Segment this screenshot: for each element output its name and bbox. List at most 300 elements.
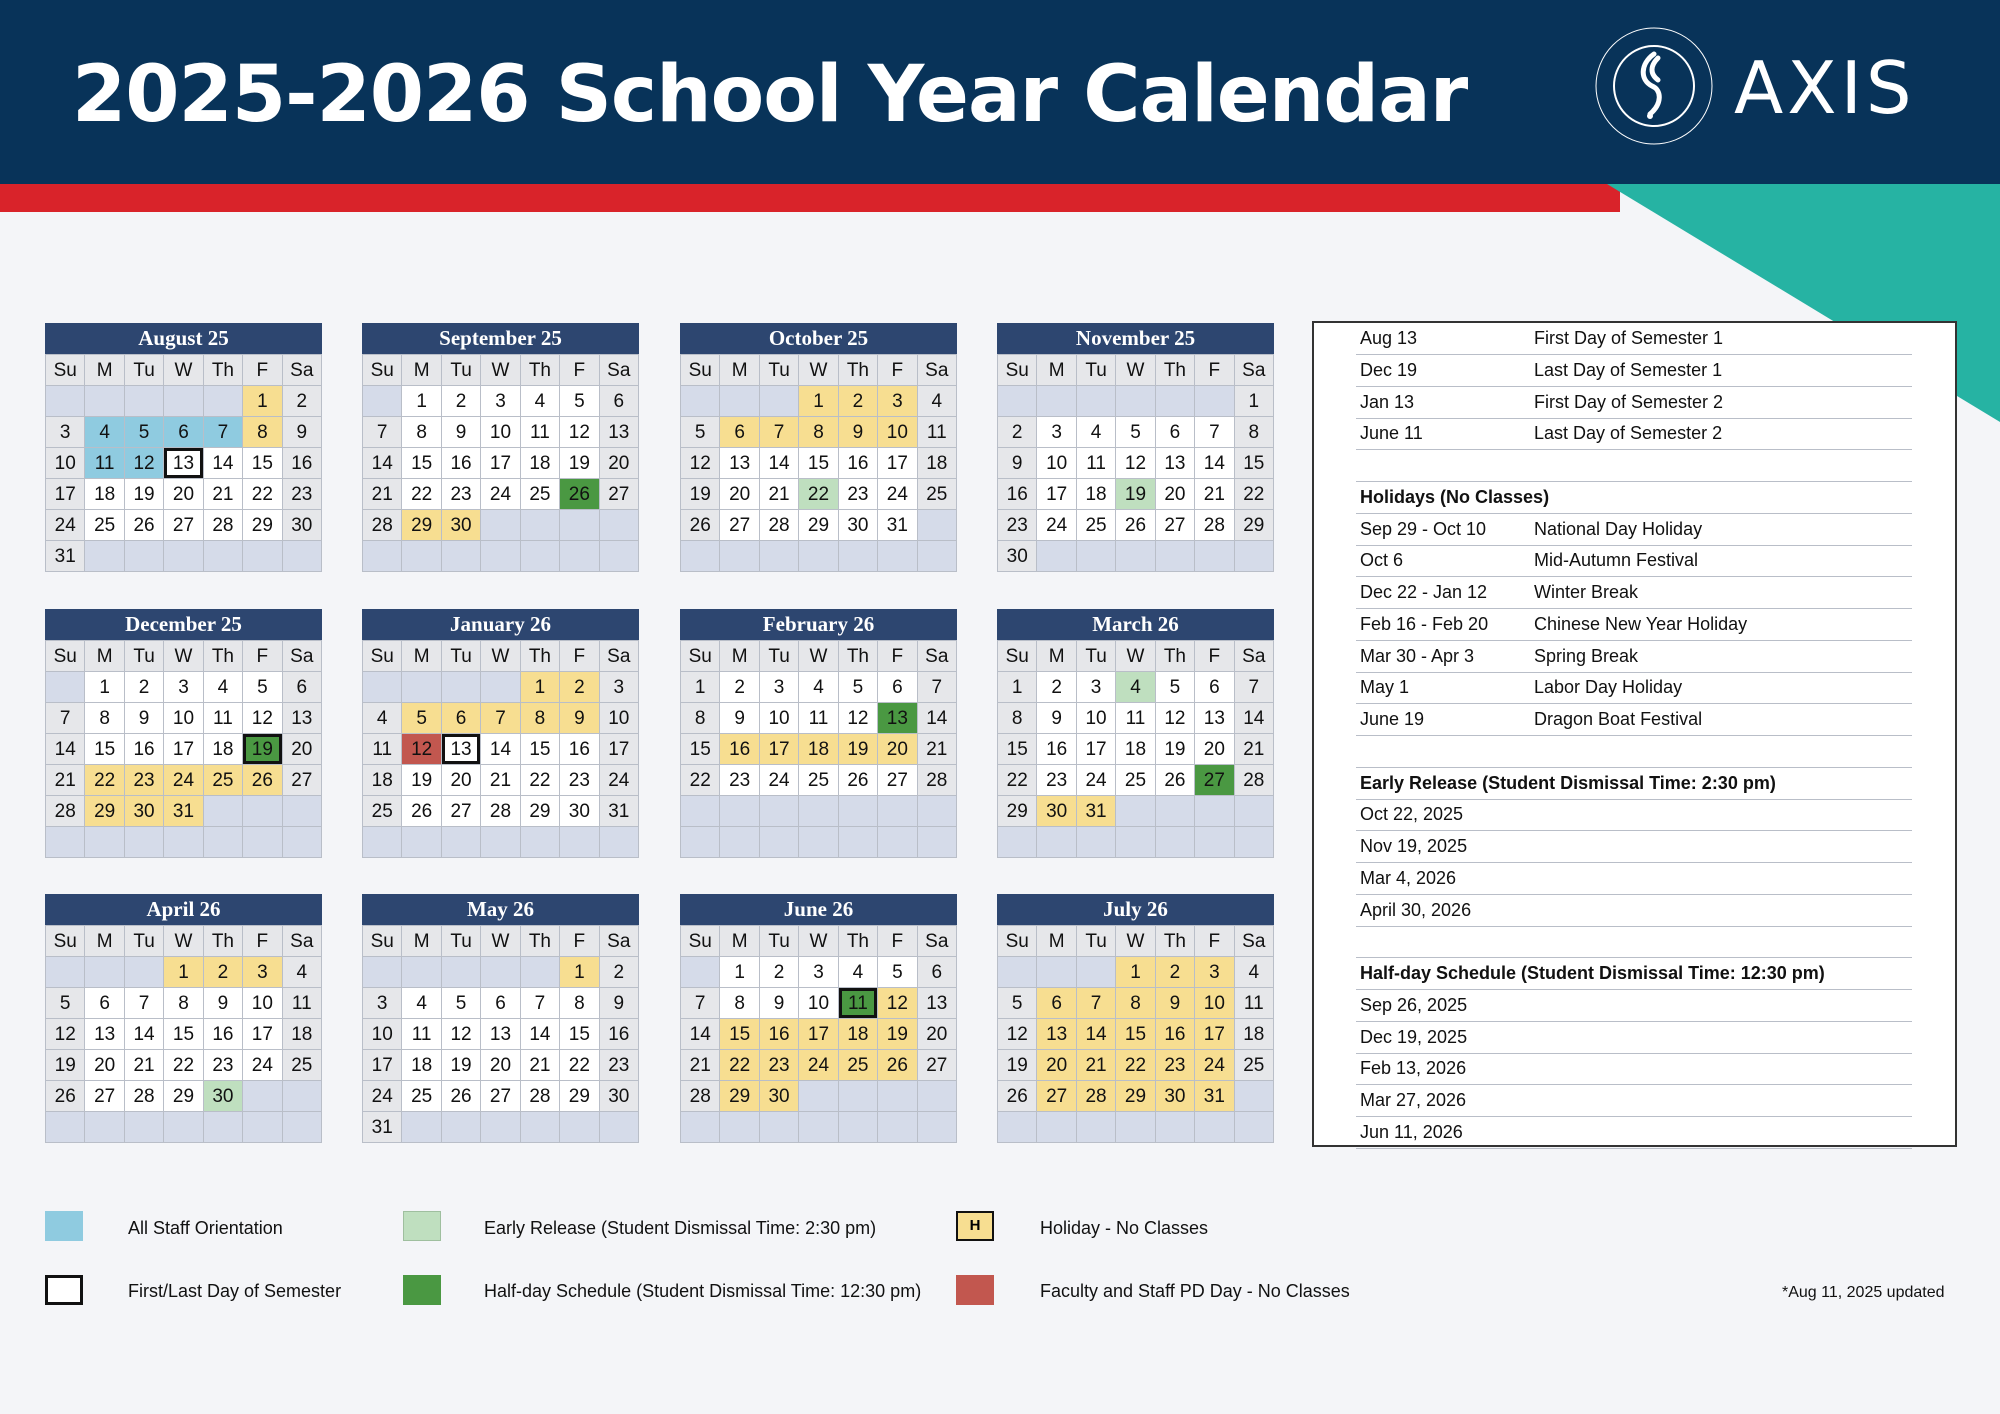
empty-cell bbox=[204, 1112, 243, 1143]
event-date: Early Release (Student Dismissal Time: 2:30 pm) bbox=[1360, 772, 1776, 793]
month-title: January 26 bbox=[362, 609, 639, 640]
day-cell: 17 bbox=[46, 479, 85, 510]
empty-cell bbox=[442, 827, 481, 858]
day-cell: 8 bbox=[1116, 988, 1155, 1019]
event-row bbox=[1356, 895, 1912, 927]
day-cell: 18 bbox=[1235, 1019, 1274, 1050]
empty-cell bbox=[283, 827, 322, 858]
day-cell: 23 bbox=[442, 479, 481, 510]
day-name-header: M bbox=[720, 926, 759, 957]
legend-pd-swatch bbox=[956, 1275, 994, 1305]
day-cell: 18 bbox=[839, 1019, 878, 1050]
day-cell: 4 bbox=[918, 386, 957, 417]
event-row bbox=[1356, 450, 1912, 482]
empty-cell bbox=[125, 1112, 164, 1143]
empty-cell bbox=[402, 1112, 441, 1143]
day-cell: 23 bbox=[1156, 1050, 1195, 1081]
day-cell: 12 bbox=[998, 1019, 1037, 1050]
empty-cell bbox=[1077, 541, 1116, 572]
day-cell: 13 bbox=[600, 417, 639, 448]
empty-cell bbox=[442, 1112, 481, 1143]
day-name-header: M bbox=[1037, 641, 1076, 672]
day-cell: 31 bbox=[600, 796, 639, 827]
month-calendar bbox=[45, 894, 322, 1143]
event-date: Jan 13 bbox=[1360, 391, 1415, 412]
event-date: Mar 27, 2026 bbox=[1360, 1090, 1467, 1110]
empty-cell bbox=[204, 541, 243, 572]
day-cell: 1 bbox=[402, 386, 441, 417]
day-cell: 16 bbox=[720, 734, 759, 765]
event-row bbox=[1356, 641, 1912, 673]
day-cell: 22 bbox=[799, 479, 838, 510]
day-cell: 5 bbox=[402, 703, 441, 734]
month-grid bbox=[362, 354, 639, 572]
day-name-header: Sa bbox=[918, 641, 957, 672]
event-date: Dec 22 - Jan 12 bbox=[1360, 582, 1488, 602]
empty-cell bbox=[878, 1112, 917, 1143]
day-cell: 15 bbox=[998, 734, 1037, 765]
empty-cell bbox=[560, 827, 599, 858]
day-name-header: Su bbox=[46, 641, 85, 672]
day-cell: 22 bbox=[720, 1050, 759, 1081]
month-grid bbox=[997, 354, 1274, 572]
empty-cell bbox=[521, 827, 560, 858]
day-cell: 29 bbox=[1235, 510, 1274, 541]
empty-cell bbox=[720, 1112, 759, 1143]
day-cell: 4 bbox=[204, 672, 243, 703]
event-row bbox=[1356, 418, 1912, 450]
day-cell: 16 bbox=[760, 1019, 799, 1050]
empty-cell bbox=[1116, 796, 1155, 827]
day-cell: 29 bbox=[799, 510, 838, 541]
month-grid bbox=[680, 354, 957, 572]
month-calendar bbox=[680, 609, 957, 858]
empty-cell bbox=[1195, 827, 1234, 858]
day-cell: 25 bbox=[521, 479, 560, 510]
day-cell: 23 bbox=[1037, 765, 1076, 796]
day-cell: 22 bbox=[1116, 1050, 1155, 1081]
day-cell: 7 bbox=[1195, 417, 1234, 448]
day-cell: 19 bbox=[442, 1050, 481, 1081]
empty-cell bbox=[839, 796, 878, 827]
month-calendar bbox=[680, 323, 957, 572]
day-cell: 7 bbox=[760, 417, 799, 448]
month-title: June 26 bbox=[680, 894, 957, 925]
event-row bbox=[1356, 387, 1912, 419]
day-cell: 4 bbox=[85, 417, 124, 448]
empty-cell bbox=[521, 510, 560, 541]
day-cell: 4 bbox=[1077, 417, 1116, 448]
day-cell: 11 bbox=[799, 703, 838, 734]
day-cell: 9 bbox=[600, 988, 639, 1019]
day-cell: 1 bbox=[1235, 386, 1274, 417]
day-cell: 12 bbox=[681, 448, 720, 479]
day-cell: 30 bbox=[839, 510, 878, 541]
event-date: April 30, 2026 bbox=[1360, 899, 1472, 920]
day-cell: 6 bbox=[164, 417, 203, 448]
day-cell: 4 bbox=[839, 957, 878, 988]
day-cell: 31 bbox=[46, 541, 85, 572]
day-cell: 24 bbox=[164, 765, 203, 796]
day-cell: 7 bbox=[1077, 988, 1116, 1019]
month-title: April 26 bbox=[45, 894, 322, 925]
day-cell: 15 bbox=[402, 448, 441, 479]
day-cell: 11 bbox=[85, 448, 124, 479]
empty-cell bbox=[720, 796, 759, 827]
empty-cell bbox=[918, 541, 957, 572]
day-cell: 7 bbox=[521, 988, 560, 1019]
event-date: Jun 11, 2026 bbox=[1360, 1121, 1463, 1142]
month-grid bbox=[680, 925, 957, 1143]
day-name-header: Tu bbox=[760, 355, 799, 386]
day-cell: 10 bbox=[481, 417, 520, 448]
day-cell: 17 bbox=[481, 448, 520, 479]
day-name-header: Th bbox=[839, 641, 878, 672]
day-cell: 23 bbox=[283, 479, 322, 510]
event-description: First Day of Semester 1 bbox=[1534, 328, 1724, 348]
day-cell: 26 bbox=[46, 1081, 85, 1112]
day-cell: 21 bbox=[1235, 734, 1274, 765]
day-cell: 20 bbox=[600, 448, 639, 479]
empty-cell bbox=[839, 1081, 878, 1112]
day-cell: 11 bbox=[1235, 988, 1274, 1019]
event-description: First Day of Semester 2 bbox=[1534, 391, 1724, 412]
day-cell: 24 bbox=[481, 479, 520, 510]
empty-cell bbox=[363, 386, 402, 417]
day-cell: 14 bbox=[681, 1019, 720, 1050]
day-cell: 3 bbox=[1077, 672, 1116, 703]
empty-cell bbox=[363, 672, 402, 703]
day-cell: 29 bbox=[998, 796, 1037, 827]
day-name-header: Su bbox=[998, 641, 1037, 672]
legend-early-swatch bbox=[403, 1211, 441, 1241]
day-cell: 14 bbox=[1077, 1019, 1116, 1050]
event-date: Oct 6 bbox=[1360, 550, 1404, 571]
day-cell: 22 bbox=[1235, 479, 1274, 510]
empty-cell bbox=[799, 796, 838, 827]
day-cell: 28 bbox=[204, 510, 243, 541]
day-cell: 10 bbox=[164, 703, 203, 734]
day-cell: 11 bbox=[521, 417, 560, 448]
day-cell: 28 bbox=[681, 1081, 720, 1112]
day-cell: 27 bbox=[1037, 1081, 1076, 1112]
empty-cell bbox=[481, 957, 520, 988]
day-name-header: F bbox=[560, 641, 599, 672]
day-cell: 23 bbox=[125, 765, 164, 796]
empty-cell bbox=[878, 796, 917, 827]
day-cell: 31 bbox=[1077, 796, 1116, 827]
day-cell: 26 bbox=[681, 510, 720, 541]
day-cell: 9 bbox=[442, 417, 481, 448]
day-name-header: Th bbox=[1156, 355, 1195, 386]
day-cell: 5 bbox=[442, 988, 481, 1019]
day-cell: 12 bbox=[1156, 703, 1195, 734]
day-cell: 13 bbox=[85, 1019, 124, 1050]
day-cell: 1 bbox=[799, 386, 838, 417]
day-cell: 17 bbox=[1077, 734, 1116, 765]
day-cell: 17 bbox=[1037, 479, 1076, 510]
empty-cell bbox=[125, 827, 164, 858]
day-cell: 24 bbox=[46, 510, 85, 541]
month-grid bbox=[45, 640, 322, 858]
event-date: Oct 22, 2025 bbox=[1360, 804, 1464, 825]
day-cell: 4 bbox=[283, 957, 322, 988]
day-cell: 27 bbox=[1156, 510, 1195, 541]
day-cell: 5 bbox=[243, 672, 282, 703]
day-cell: 29 bbox=[1116, 1081, 1155, 1112]
day-cell: 20 bbox=[85, 1050, 124, 1081]
day-cell: 11 bbox=[1077, 448, 1116, 479]
day-cell: 20 bbox=[442, 765, 481, 796]
event-section-heading bbox=[1356, 768, 1912, 800]
day-cell: 8 bbox=[720, 988, 759, 1019]
empty-cell bbox=[760, 827, 799, 858]
day-name-header: Tu bbox=[442, 926, 481, 957]
legend-first-label: First/Last Day of Semester bbox=[128, 1281, 342, 1301]
day-cell: 10 bbox=[1077, 703, 1116, 734]
day-cell: 15 bbox=[720, 1019, 759, 1050]
empty-cell bbox=[402, 827, 441, 858]
day-cell: 1 bbox=[720, 957, 759, 988]
day-cell: 10 bbox=[760, 703, 799, 734]
day-cell: 14 bbox=[204, 448, 243, 479]
empty-cell bbox=[1077, 386, 1116, 417]
day-cell: 20 bbox=[1156, 479, 1195, 510]
day-name-header: Th bbox=[521, 926, 560, 957]
day-name-header: Sa bbox=[283, 926, 322, 957]
day-cell: 2 bbox=[1037, 672, 1076, 703]
event-date: Half-day Schedule (Student Dismissal Time: 12:30 pm) bbox=[1360, 963, 1825, 983]
empty-cell bbox=[839, 1112, 878, 1143]
empty-cell bbox=[878, 541, 917, 572]
empty-cell bbox=[1235, 827, 1274, 858]
empty-cell bbox=[760, 541, 799, 572]
day-name-header: W bbox=[799, 926, 838, 957]
day-cell: 15 bbox=[681, 734, 720, 765]
empty-cell bbox=[1116, 1112, 1155, 1143]
empty-cell bbox=[918, 1112, 957, 1143]
event-description: Last Day of Semester 1 bbox=[1534, 359, 1723, 380]
day-cell: 11 bbox=[283, 988, 322, 1019]
day-name-header: Sa bbox=[600, 926, 639, 957]
day-cell: 10 bbox=[799, 988, 838, 1019]
day-cell: 15 bbox=[85, 734, 124, 765]
day-cell: 28 bbox=[1235, 765, 1274, 796]
day-cell: 14 bbox=[521, 1019, 560, 1050]
day-cell: 9 bbox=[998, 448, 1037, 479]
day-name-header: W bbox=[164, 355, 203, 386]
day-cell: 16 bbox=[442, 448, 481, 479]
day-cell: 6 bbox=[1195, 672, 1234, 703]
empty-cell bbox=[600, 510, 639, 541]
empty-cell bbox=[560, 541, 599, 572]
day-cell: 20 bbox=[1195, 734, 1234, 765]
day-cell: 3 bbox=[1037, 417, 1076, 448]
legend-staff-label: All Staff Orientation bbox=[128, 1218, 283, 1238]
month-title: March 26 bbox=[997, 609, 1274, 640]
empty-cell bbox=[481, 510, 520, 541]
day-cell: 3 bbox=[243, 957, 282, 988]
day-name-header: W bbox=[799, 355, 838, 386]
event-description: National Day Holiday bbox=[1534, 518, 1703, 539]
day-cell: 30 bbox=[1156, 1081, 1195, 1112]
event-row bbox=[1356, 926, 1912, 958]
day-name-header: F bbox=[878, 641, 917, 672]
day-cell: 21 bbox=[1077, 1050, 1116, 1081]
month-calendar bbox=[362, 894, 639, 1143]
empty-cell bbox=[600, 541, 639, 572]
day-cell: 23 bbox=[839, 479, 878, 510]
day-cell: 13 bbox=[1156, 448, 1195, 479]
day-name-header: F bbox=[878, 926, 917, 957]
day-cell: 27 bbox=[283, 765, 322, 796]
empty-cell bbox=[164, 827, 203, 858]
day-cell: 4 bbox=[521, 386, 560, 417]
day-cell: 5 bbox=[125, 417, 164, 448]
empty-cell bbox=[1077, 827, 1116, 858]
day-name-header: Sa bbox=[600, 355, 639, 386]
event-row bbox=[1356, 990, 1912, 1022]
month-calendar bbox=[997, 323, 1274, 572]
empty-cell bbox=[243, 827, 282, 858]
empty-cell bbox=[560, 1112, 599, 1143]
empty-cell bbox=[46, 1112, 85, 1143]
day-name-header: W bbox=[1116, 641, 1155, 672]
empty-cell bbox=[1077, 1112, 1116, 1143]
empty-cell bbox=[799, 1081, 838, 1112]
day-cell: 10 bbox=[46, 448, 85, 479]
day-cell: 7 bbox=[204, 417, 243, 448]
month-title: December 25 bbox=[45, 609, 322, 640]
day-cell: 26 bbox=[1116, 510, 1155, 541]
day-cell: 1 bbox=[681, 672, 720, 703]
day-cell: 10 bbox=[1037, 448, 1076, 479]
day-name-header: Th bbox=[839, 926, 878, 957]
day-cell: 1 bbox=[1116, 957, 1155, 988]
day-cell: 6 bbox=[878, 672, 917, 703]
day-cell: 25 bbox=[363, 796, 402, 827]
day-cell: 21 bbox=[125, 1050, 164, 1081]
day-cell: 30 bbox=[442, 510, 481, 541]
day-name-header: Tu bbox=[442, 641, 481, 672]
day-cell: 7 bbox=[481, 703, 520, 734]
day-name-header: M bbox=[720, 355, 759, 386]
day-name-header: Sa bbox=[1235, 355, 1274, 386]
day-cell: 8 bbox=[681, 703, 720, 734]
day-cell: 11 bbox=[1116, 703, 1155, 734]
day-name-header: W bbox=[164, 926, 203, 957]
day-cell: 31 bbox=[363, 1112, 402, 1143]
day-cell: 17 bbox=[878, 448, 917, 479]
day-name-header: M bbox=[720, 641, 759, 672]
day-cell: 21 bbox=[204, 479, 243, 510]
day-cell: 1 bbox=[243, 386, 282, 417]
empty-cell bbox=[1235, 796, 1274, 827]
empty-cell bbox=[402, 672, 441, 703]
day-cell: 22 bbox=[560, 1050, 599, 1081]
legend-half-swatch bbox=[403, 1275, 441, 1305]
day-cell: 2 bbox=[760, 957, 799, 988]
day-cell: 8 bbox=[85, 703, 124, 734]
empty-cell bbox=[681, 541, 720, 572]
day-cell: 18 bbox=[283, 1019, 322, 1050]
day-cell: 6 bbox=[1037, 988, 1076, 1019]
day-cell: 4 bbox=[363, 703, 402, 734]
day-cell: 17 bbox=[243, 1019, 282, 1050]
day-cell: 21 bbox=[46, 765, 85, 796]
month-grid bbox=[997, 640, 1274, 858]
day-cell: 6 bbox=[283, 672, 322, 703]
day-name-header: Th bbox=[521, 641, 560, 672]
month-title: August 25 bbox=[45, 323, 322, 354]
day-cell: 6 bbox=[85, 988, 124, 1019]
day-cell: 25 bbox=[1235, 1050, 1274, 1081]
day-cell: 22 bbox=[164, 1050, 203, 1081]
empty-cell bbox=[1156, 541, 1195, 572]
legend-staff-swatch bbox=[45, 1211, 83, 1241]
day-cell: 21 bbox=[1195, 479, 1234, 510]
day-name-header: Sa bbox=[918, 926, 957, 957]
empty-cell bbox=[1116, 386, 1155, 417]
day-cell: 6 bbox=[481, 988, 520, 1019]
school-seal-logo bbox=[1592, 24, 1716, 148]
empty-cell bbox=[998, 957, 1037, 988]
empty-cell bbox=[46, 957, 85, 988]
day-cell: 9 bbox=[125, 703, 164, 734]
day-name-header: W bbox=[481, 926, 520, 957]
axis-wordmark: AXIS bbox=[1734, 46, 1916, 130]
event-date: Mar 4, 2026 bbox=[1360, 867, 1457, 888]
day-cell: 19 bbox=[125, 479, 164, 510]
day-cell: 27 bbox=[164, 510, 203, 541]
empty-cell bbox=[85, 957, 124, 988]
event-row bbox=[1356, 1085, 1912, 1117]
empty-cell bbox=[85, 386, 124, 417]
day-name-header: M bbox=[402, 355, 441, 386]
empty-cell bbox=[283, 541, 322, 572]
day-cell: 11 bbox=[363, 734, 402, 765]
empty-cell bbox=[125, 541, 164, 572]
empty-cell bbox=[799, 1112, 838, 1143]
day-cell: 13 bbox=[918, 988, 957, 1019]
day-cell: 25 bbox=[1116, 765, 1155, 796]
day-name-header: Tu bbox=[442, 355, 481, 386]
day-cell: 29 bbox=[85, 796, 124, 827]
day-cell: 26 bbox=[442, 1081, 481, 1112]
empty-cell bbox=[1195, 796, 1234, 827]
day-cell: 27 bbox=[918, 1050, 957, 1081]
month-calendar bbox=[997, 609, 1274, 858]
day-cell: 14 bbox=[1235, 703, 1274, 734]
day-name-header: Su bbox=[363, 355, 402, 386]
month-calendar bbox=[997, 894, 1274, 1143]
day-cell: 23 bbox=[204, 1050, 243, 1081]
day-cell: 15 bbox=[521, 734, 560, 765]
month-title: May 26 bbox=[362, 894, 639, 925]
day-cell: 17 bbox=[164, 734, 203, 765]
day-cell: 7 bbox=[918, 672, 957, 703]
day-cell: 12 bbox=[560, 417, 599, 448]
day-cell: 27 bbox=[85, 1081, 124, 1112]
day-cell: 8 bbox=[521, 703, 560, 734]
empty-cell bbox=[363, 541, 402, 572]
empty-cell bbox=[442, 541, 481, 572]
day-cell: 24 bbox=[243, 1050, 282, 1081]
empty-cell bbox=[681, 1112, 720, 1143]
day-cell: 5 bbox=[46, 988, 85, 1019]
day-name-header: W bbox=[1116, 355, 1155, 386]
day-cell: 14 bbox=[46, 734, 85, 765]
